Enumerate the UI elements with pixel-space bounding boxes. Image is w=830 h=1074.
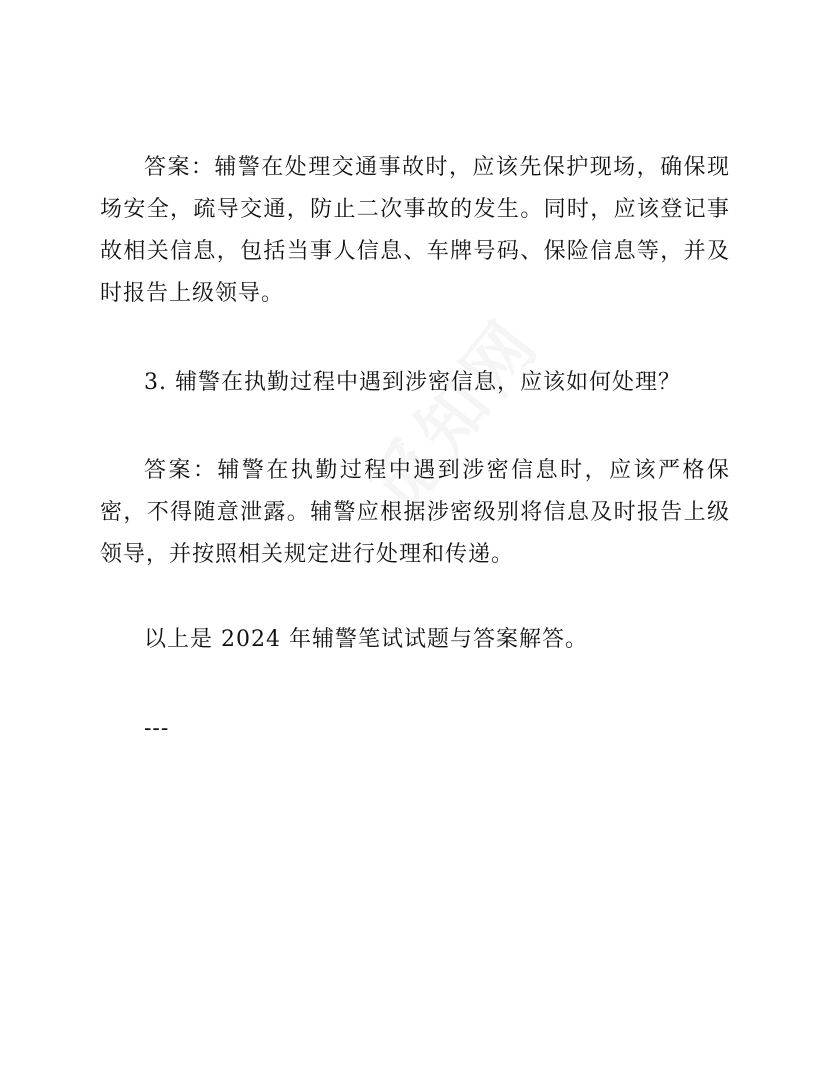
answer-paragraph-traffic-accident: 答案：辅警在处理交通事故时，应该先保护现场，确保现场安全，疏导交通，防止二次事故的发生。同时，应该登记事故相关信息，包括当事人信息、车牌号码、保险信息等，并及时报告上级领导。 [100,155,730,306]
section-divider: --- [144,716,170,741]
question-3-heading: 3. 辅警在执勤过程中遇到涉密信息，应该如何处理？ [144,370,681,395]
answer-paragraph-confidential-info: 答案：辅警在执勤过程中遇到涉密信息时，应该严格保密，不得随意泄露。辅警应根据涉密级别将信息及时报告上级领导，并按照相关规定进行处理和传递。 [100,458,730,567]
closing-summary: 以上是 2024 年辅警笔试试题与答案解答。 [144,627,588,652]
